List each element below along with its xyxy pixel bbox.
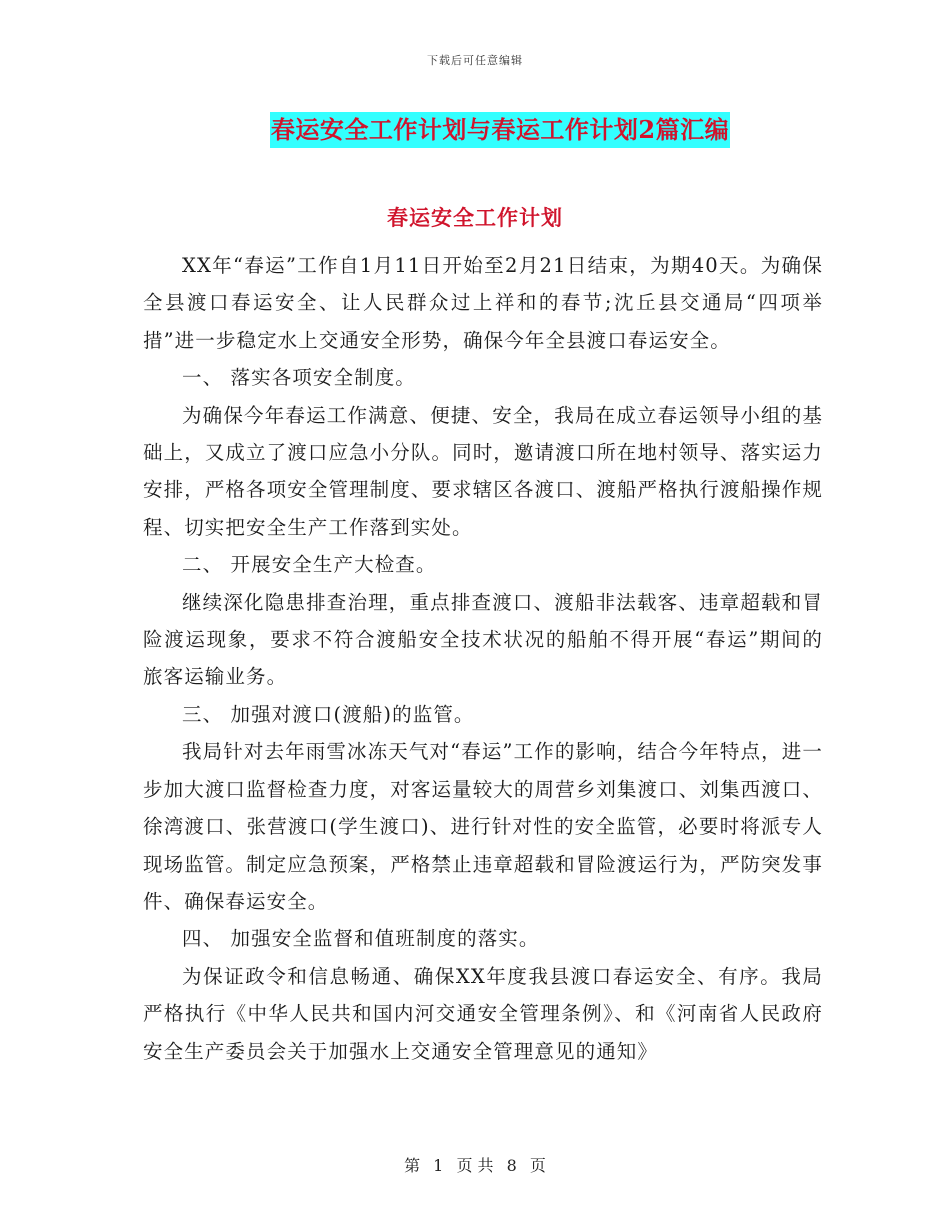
section-title: 春运安全工作计划	[387, 205, 563, 230]
footer-middle: 页 共	[456, 1156, 494, 1175]
heading-item-1: 一、 落实各项安全制度。	[182, 366, 416, 390]
paragraph-item-4: 为保证政令和信息畅通、确保XX年度我县渡口春运安全、有序。我局严格执行《中华人民共和国内河交通安全管理条例》、和《河南省人民政府安全生产委员会关于加强水上交通安全管理意见的通知》	[143, 964, 823, 1063]
footer-suffix: 页	[529, 1156, 546, 1175]
paragraph-item-3: 我局针对去年雨雪冰冻天气对“春运”工作的影响，结合今年特点，进一步加大渡口监督检查力度，对客运量较大的周营乡刘集渡口、刘集西渡口、徐湾渡口、张营渡口(学生渡口)、进行针对性的安全监管，必要时将派专人现场监管。制定应急预案，严格禁止违章超载和冒险渡运行为，严防突发事件、确保春运安全。	[143, 740, 823, 913]
paragraph-item-2: 继续深化隐患排查治理，重点排查渡口、渡船非法载客、违章超载和冒险渡运现象，要求不符合渡船安全技术状况的船舶不得开展“春运”期间的旅客运输业务。	[143, 590, 823, 689]
main-title-container	[0, 112, 950, 148]
heading-item-4: 四、 加强安全监督和值班制度的落实。	[182, 927, 540, 951]
footer-page-number: 1	[433, 1156, 444, 1175]
main-title: 春运安全工作计划与春运工作计划2篇汇编	[270, 112, 730, 148]
page-footer	[0, 1153, 950, 1176]
header-note: 下载后可任意编辑	[427, 54, 523, 67]
footer-prefix: 第	[404, 1156, 421, 1175]
paragraph-item-1: 为确保今年春运工作满意、便捷、安全，我局在成立春运领导小组的基础上，又成立了渡口应急小分队。同时，邀请渡口所在地村领导、落实运力安排，严格各项安全管理制度、要求辖区各渡口、渡船严格执行渡船操作规程、切实把安全生产工作落到实处。	[143, 403, 823, 539]
footer-total-pages: 8	[506, 1156, 517, 1175]
document-body	[143, 247, 823, 1070]
heading-item-3: 三、 加强对渡口(渡船)的监管。	[182, 702, 475, 726]
heading-item-2: 二、 开展安全生产大检查。	[182, 553, 437, 577]
paragraph-intro: XX年“春运”工作自1月11日开始至2月21日结束，为期40天。为确保全县渡口春运安全、让人民群众过上祥和的春节;沈丘县交通局“四项举措”进一步稳定水上交通安全形势，确保今年全县渡口春运安全。	[143, 254, 823, 352]
